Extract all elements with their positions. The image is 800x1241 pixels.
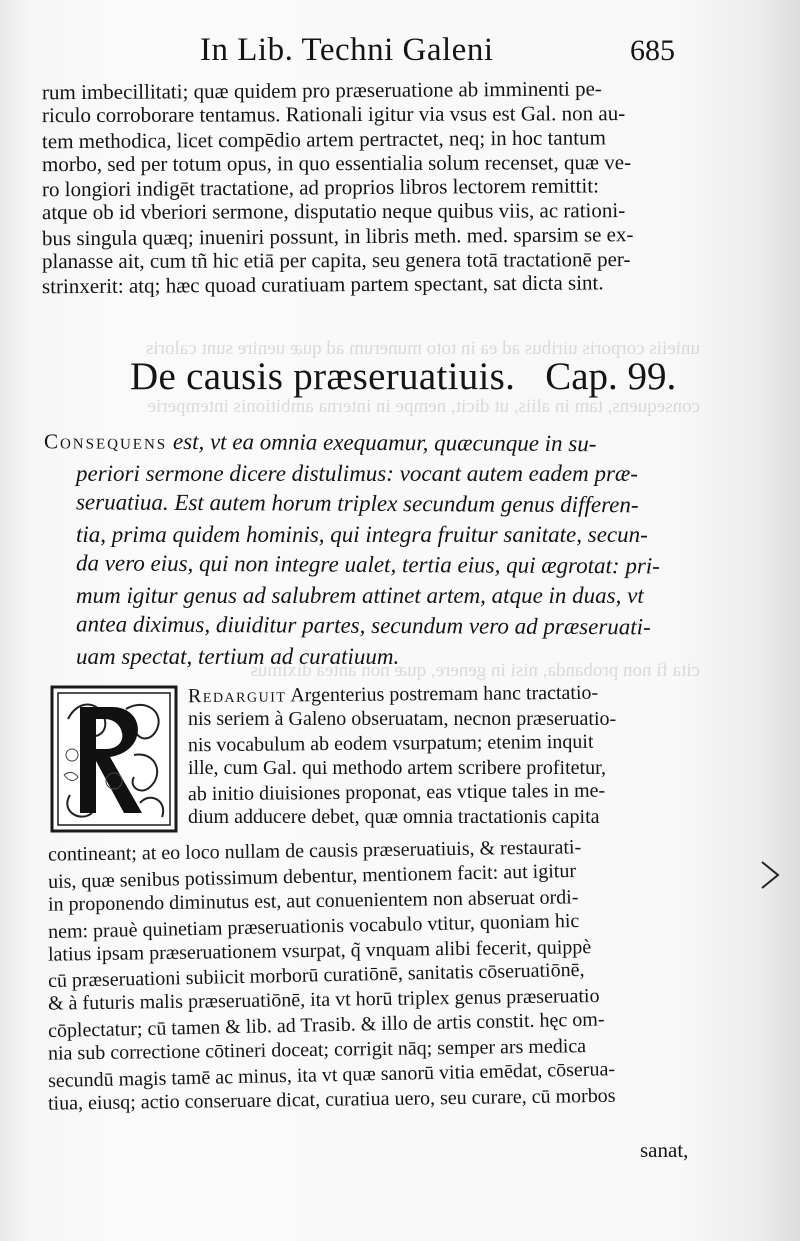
text-line: uam spectat, tertium ad curatiuum. bbox=[76, 643, 400, 669]
text-line: antea diximus, diuiditur partes, secundum vero ad præseruati- bbox=[75, 611, 651, 640]
catchword: sanat, bbox=[640, 1138, 689, 1162]
text-line: contineant; at eo loco nullam de causis præseruatiuis, & restaurati- bbox=[47, 836, 582, 866]
text-line bbox=[188, 680, 708, 709]
text-line bbox=[44, 426, 704, 460]
text-line: nis vocabulum ab eodem vsurpatum; etenim inquit bbox=[187, 730, 594, 757]
text-line: tiua, eiusq; actio conseruare dicat, curatiua uero, seu curare, cū morbos bbox=[47, 1084, 616, 1115]
text-line: ille, cum Gal. qui methodo artem scribere profitetur, bbox=[188, 756, 606, 779]
text-line: secundū magis tamē ac minus, ita vt quæ sanorū vitia emēdat, cōserua- bbox=[47, 1058, 616, 1093]
running-title: In Lib. Techni Galeni bbox=[200, 32, 494, 68]
text-line: riculo corroborare tentamus. Rationali igitur via vsus est Gal. non au- bbox=[41, 101, 626, 128]
text-line: dium adducere debet, quæ omnia tractationis capita bbox=[188, 805, 600, 828]
text-line: rum imbecillitati; quæ quidem pro præseruatione ab imminenti pe- bbox=[41, 76, 602, 105]
text-line-rest: est, vt ea omnia exequamur, quæcunque in su- bbox=[167, 428, 597, 457]
lead-word: Consequens bbox=[43, 429, 168, 454]
text-line: latius ipsam præseruationem vsurpat, q̃ vnquam alibi fecerit, quippè bbox=[47, 935, 592, 966]
page-header bbox=[0, 28, 800, 76]
lead-word: Redarguit bbox=[187, 684, 287, 708]
text-line: cōplectatur; cū tamen & lib. ad Trasib. & illo de artis constit. hęc om- bbox=[47, 1008, 605, 1043]
text-line: tia, prima quidem hominis, qui integra fruitur sanitate, secun- bbox=[76, 521, 648, 547]
text-line: nem: prauè quinetiam præseruationis vocabulo vtitur, quoniam hic bbox=[47, 909, 580, 943]
commentary-indented bbox=[188, 682, 708, 830]
bleed-through-text: consequens, tam in aliis, ut dicit, nempe in interna ambitionis intemperie bbox=[147, 396, 700, 417]
commentary-full bbox=[47, 836, 718, 1115]
text-line: planasse ait, cum tñ hic etiā per capita, seu genera totā tractationē per- bbox=[41, 247, 631, 274]
text-line: da vero eius, qui non integre ualet, tertia eius, qui ægrotat: pri- bbox=[75, 550, 660, 579]
bleed-through-text: cita fi non probanda, nisi in genere, quæ non antea diximus bbox=[250, 660, 700, 681]
text-line: periori sermone dicere distulimus: vocant autem eadem præ- bbox=[76, 460, 638, 486]
text-line: bus singula quæq; inueniri possunt, in libris meth. med. sparsim se ex- bbox=[41, 221, 634, 251]
text-line: nia sub correctione cōtineri doceat; corrigit nāq; semper ars medica bbox=[47, 1035, 587, 1065]
text-line-rest: Argenterius postremam hanc tractatio- bbox=[286, 681, 599, 707]
decorated-initial-r bbox=[50, 685, 178, 833]
text-line: in proponendo diminutus est, aut conuenientem non abseruat ordi- bbox=[47, 886, 579, 916]
text-line: strinxerit: atq; hæc quoad curatiuam partem spectant, sat dicta sint. bbox=[41, 270, 604, 299]
text-line: & à futuris malis præseruatiōnē, ita vt horū triplex genus præseruatio bbox=[47, 985, 600, 1016]
text-line: ro longiori indigēt tractatione, ad proprios libros lectorem remittit: bbox=[41, 173, 600, 202]
margin-arrow-mark bbox=[760, 860, 782, 890]
chapter-number: Cap. 99. bbox=[545, 355, 677, 398]
galen-text-paragraph bbox=[44, 428, 704, 672]
bleed-through-text: unieiis corporis uiribus ad ea in toto munerum ad quæ uenire sunt caloris bbox=[145, 338, 700, 359]
text-line: seruatiua. Est autem horum triplex secundum genus differen- bbox=[75, 489, 639, 518]
text-line: tem methodica, licet compēdio artem pertractet, neq; in hoc tantum bbox=[41, 124, 606, 153]
chapter-title: De causis præseruatiuis. bbox=[130, 355, 516, 398]
page-number: 685 bbox=[630, 34, 675, 67]
top-paragraph bbox=[42, 78, 702, 297]
text-line: nis seriem à Galeno obseruatam, necnon præseruatio- bbox=[188, 707, 617, 730]
text-line: atque ob id vberiori sermone, disputatio neque quibus viis, ac rationi- bbox=[41, 198, 626, 225]
text-line: ab initio diuisiones proponat, eas vtique tales in me- bbox=[187, 780, 606, 806]
text-line: cū præseruationi subiicit morborū curatiōnē, sanitatis cōseruatiōnē, bbox=[47, 959, 585, 993]
text-line: mum igitur genus ad salubrem attinet artem, atque in duas, vt bbox=[76, 582, 644, 608]
text-line: uis, quæ senibus potissimum debentur, mentionem facit: aut igitur bbox=[47, 859, 577, 893]
text-line: morbo, sed per totum opus, in quo essentialia solum recenset, quæ ve- bbox=[41, 149, 632, 177]
chapter-heading bbox=[130, 354, 676, 399]
